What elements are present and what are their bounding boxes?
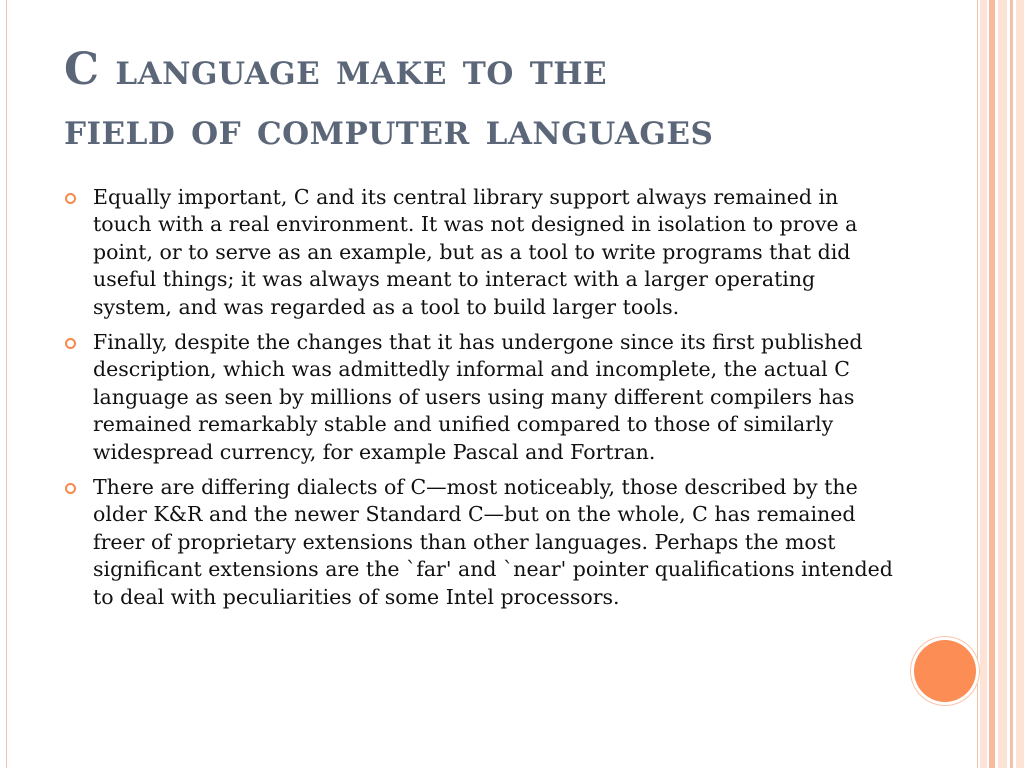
decorative-circle (914, 640, 976, 702)
bullet-item-3 (64, 474, 894, 611)
bullet-item-2 (64, 329, 894, 466)
ring-bullet-icon (65, 338, 76, 349)
decorative-stripe (989, 0, 995, 768)
slide-title (64, 40, 924, 160)
bullet-text-1: Equally important, C and its central library support always remained in touch with a real environment. It was not designed in isolation to prove a point, or to serve as an example, but as a tool to write programs that did useful things; it was always meant to interact with a larger operating system, and was regarded as a tool to build larger tools. (93, 185, 858, 319)
decorative-stripe (1010, 0, 1013, 768)
slide-title-line-2: field of computer languages (64, 104, 714, 155)
bullet-list (64, 184, 894, 619)
slide-title-line-1: C language make to the (64, 44, 608, 95)
ring-bullet-icon (65, 483, 76, 494)
bullet-text-2: Finally, despite the changes that it has undergone since its first published description, which was admittedly informal and incomplete, the actual C language as seen by millions of users using many different compilers has remained remarkably stable and unified compared to those of similarly widespread currency, for example Pascal and Fortran. (93, 330, 863, 464)
decorative-stripe (1016, 0, 1024, 768)
bullet-text-3: There are differing dialects of C—most noticeably, those described by the older K&R and the newer Standard C—but on the whole, C has remained freer of proprietary extensions than other languages. Perhaps the most significant extensions are the `far' and `near' pointer qualifications intended to deal with peculiarities of some Intel processors. (93, 475, 893, 609)
decorative-stripe (998, 0, 1007, 768)
bullet-item-1 (64, 184, 894, 321)
ring-bullet-icon (65, 193, 76, 204)
decorative-stripe (980, 0, 987, 768)
